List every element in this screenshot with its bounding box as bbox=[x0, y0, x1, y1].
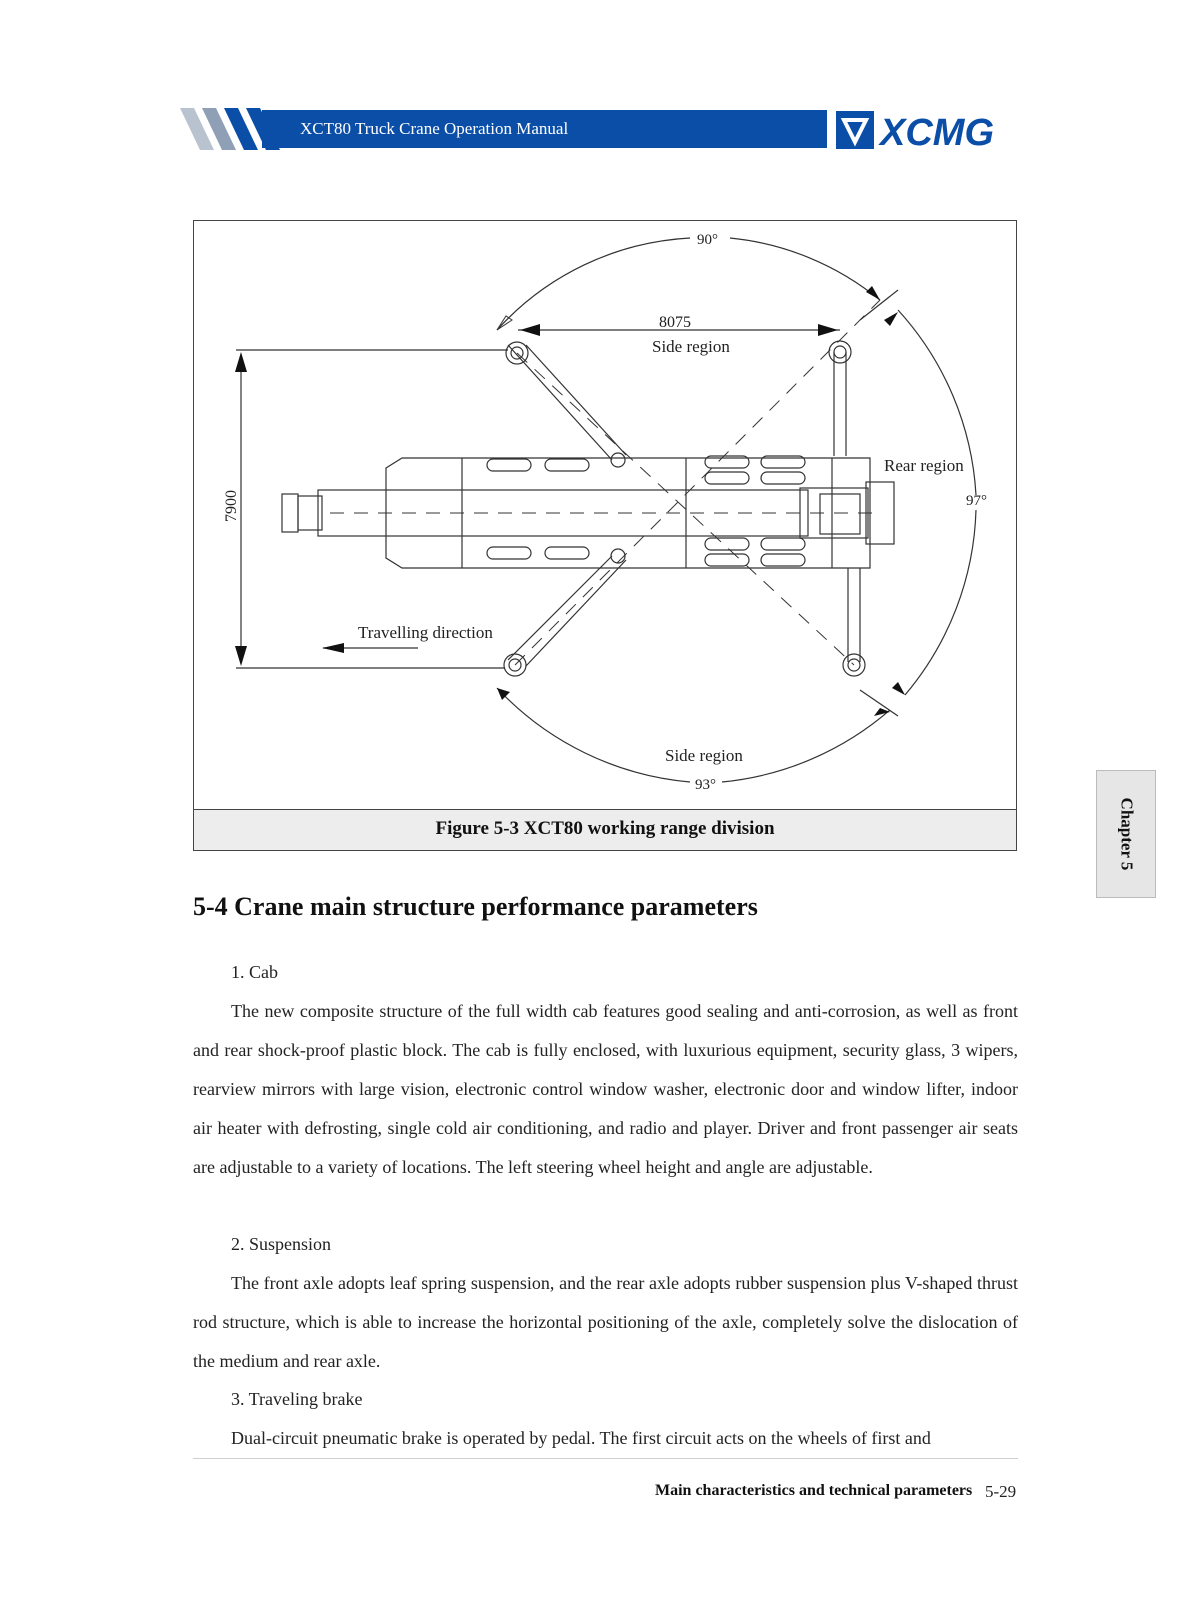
angle-bottom-label: 93° bbox=[695, 777, 716, 793]
top-side-arc-right bbox=[730, 238, 880, 300]
angle-right-label: 97° bbox=[966, 493, 987, 509]
item-heading-traveling-brake: 3. Traveling brake bbox=[231, 1389, 363, 1409]
section-title: 5-4 Crane main structure performance parameters bbox=[193, 892, 758, 921]
rear-region-label: Rear region bbox=[884, 456, 964, 475]
page-number: 5-29 bbox=[985, 1482, 1017, 1501]
outrigger-rear-top bbox=[834, 352, 846, 456]
item-text-suspension: The front axle adopts leaf spring suspension, and the rear axle adopts rubber suspension plus V-shaped thrust rod structure, which is able to increase the horizontal positioning of the axle, completely solve the dislocation of the medium and rear axle. bbox=[193, 1273, 1018, 1371]
figure-caption: Figure 5-3 XCT80 working range division bbox=[435, 818, 775, 839]
item-heading-suspension: 2. Suspension bbox=[231, 1234, 332, 1254]
outrigger-rear-bottom bbox=[848, 568, 860, 662]
item-text-cab: The new composite structure of the full width cab features good sealing and anti-corrosion, as well as front and rear shock-proof plastic block. The cab is fully enclosed, with luxurious equipment, security glass, 3 wipers, rearview mirrors with large vision, electronic control window washer, electronic door and window lifter, indoor air heater with defrosting, single cold air conditioning, and radio and player. Driver and front passenger air seats are adjustable to a variety of locations. The left steering wheel height and angle are adjustable. bbox=[193, 1001, 1018, 1177]
bottom-side-arc-right bbox=[722, 710, 890, 782]
bottom-side-arc bbox=[497, 688, 690, 782]
chapter-tab-label-wrap bbox=[1096, 770, 1156, 898]
outrigger-front-bottom bbox=[508, 556, 626, 666]
xcmg-logo bbox=[836, 108, 1026, 152]
footer-rule bbox=[193, 1458, 1018, 1459]
item-heading-cab: 1. Cab bbox=[231, 962, 278, 982]
span-dimension-label: 8075 bbox=[659, 314, 691, 331]
height-dimension-label: 7900 bbox=[223, 490, 240, 522]
rear-arc-lower bbox=[905, 510, 976, 695]
chapter-tab-label: Chapter 5 bbox=[1117, 797, 1137, 871]
travelling-direction-label: Travelling direction bbox=[358, 623, 493, 642]
angle-top-label: 90° bbox=[697, 232, 718, 248]
working-range-diagram bbox=[193, 220, 1017, 810]
side-region-bottom-label: Side region bbox=[665, 746, 743, 765]
outrigger-front-top bbox=[508, 345, 626, 460]
footer-section-name: Main characteristics and technical parameters bbox=[655, 1482, 973, 1499]
side-region-top-label: Side region bbox=[652, 337, 730, 356]
header-title: XCT80 Truck Crane Operation Manual bbox=[300, 119, 569, 138]
item-text-traveling-brake: Dual-circuit pneumatic brake is operated by pedal. The first circuit acts on the wheels of first and bbox=[231, 1428, 931, 1448]
logo-text: XCMG bbox=[880, 112, 994, 152]
